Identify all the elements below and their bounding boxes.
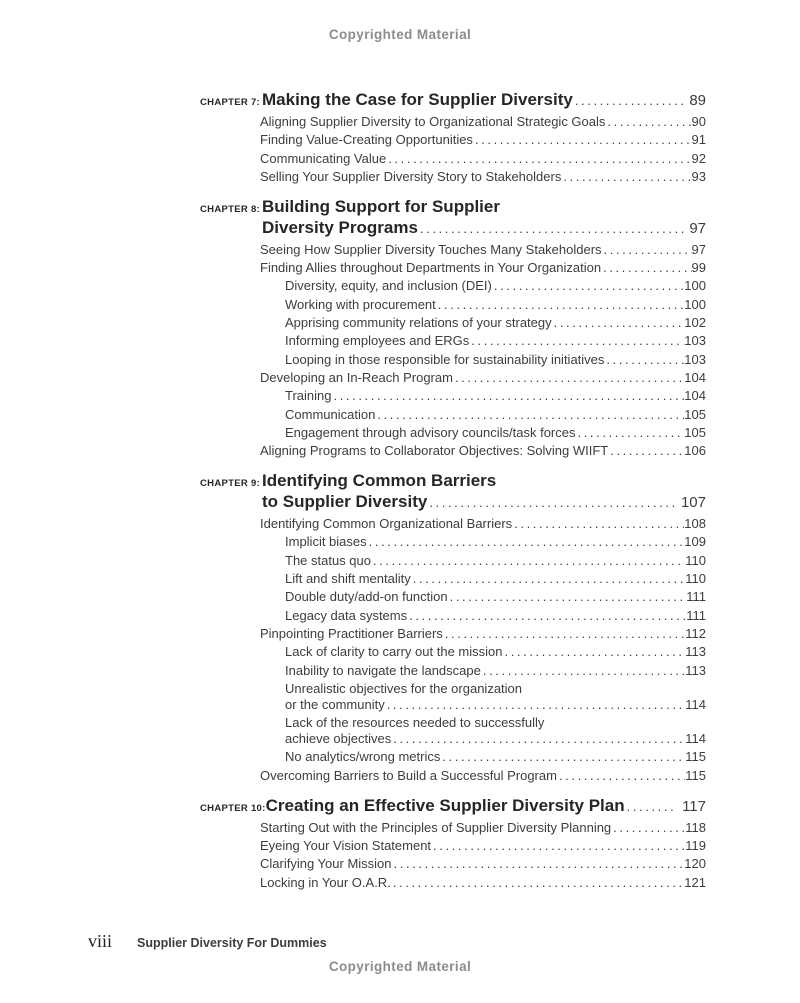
- toc-entry: [200, 132, 706, 148]
- dot-leader: [502, 644, 685, 660]
- toc-entry-page-number: 110: [685, 552, 706, 568]
- toc-entry: [200, 856, 706, 872]
- toc-entry: [200, 571, 706, 587]
- chapter-title-text: Making the Case for Supplier Diversity: [262, 90, 573, 109]
- toc-entry-text: Implicit biases: [285, 534, 367, 550]
- chapter-number-label: CHAPTER 9:: [200, 478, 261, 490]
- toc-entry-page-number: 92: [691, 150, 706, 166]
- toc-entry-page-number: 111: [686, 607, 706, 623]
- chapter-title-text: Diversity Programs: [262, 217, 418, 237]
- chapter-title-line: [262, 217, 706, 239]
- toc-entry-text: Aligning Supplier Diversity to Organizational Strategic Goals: [260, 114, 606, 129]
- toc-entry: [200, 315, 706, 331]
- toc-entry-text: Overcoming Barriers to Build a Successful Program: [260, 767, 557, 783]
- toc-entry-text: Identifying Common Organizational Barriers: [260, 516, 513, 532]
- dot-leader: [453, 370, 684, 386]
- top-copyright-notice: Copyrighted Material: [328, 27, 472, 42]
- toc-entry-page-number: 113: [685, 662, 706, 678]
- chapter-title-block: [262, 196, 706, 239]
- toc-entry-page-number: 93: [691, 168, 706, 184]
- dot-leader: [407, 608, 686, 624]
- toc-entry-text: Lift and shift mentality: [285, 571, 411, 587]
- toc-entry: [200, 681, 706, 713]
- toc-entry-text: Working with procurement: [285, 296, 436, 312]
- dot-leader: [391, 731, 685, 747]
- toc-entry-text: Inability to navigate the landscape: [285, 662, 481, 678]
- toc-entry: [200, 425, 706, 441]
- toc-entry-line: [285, 571, 706, 587]
- chapter-heading: [200, 89, 706, 111]
- page-footer: [88, 931, 327, 952]
- dot-leader: [427, 492, 676, 513]
- toc-entry-page-number: 97: [691, 241, 706, 257]
- toc-entry-page-number: 100: [684, 278, 706, 294]
- dot-leader: [605, 114, 691, 130]
- toc-entry-line: Unrealistic objectives for the organization: [285, 680, 523, 696]
- toc-entry-line: [260, 132, 706, 148]
- toc-entry: [200, 644, 706, 660]
- toc-entry-page-number: 104: [684, 369, 706, 385]
- dot-leader: [576, 425, 685, 441]
- dot-leader: [611, 820, 685, 836]
- footer-page-number: viii: [88, 931, 113, 951]
- chapter-heading: [200, 795, 706, 817]
- chapter-number-label: CHAPTER 8:: [200, 203, 261, 215]
- dot-leader: [481, 663, 685, 679]
- toc-entry-text: Finding Value-Creating Opportunities: [260, 132, 473, 148]
- toc-entry-line: [285, 644, 706, 660]
- toc-entry: [200, 875, 706, 891]
- toc-entry-page-number: 91: [691, 132, 706, 148]
- chapter-number-label: CHAPTER 10:: [200, 802, 266, 814]
- toc-entry-text: Communication: [285, 406, 376, 422]
- chapter-entries: [200, 516, 706, 784]
- chapter-title-line: Building Support for Supplier: [262, 196, 500, 216]
- toc-entry-line: [285, 608, 706, 624]
- chapter-page-number: 107: [680, 494, 706, 512]
- toc-entry-line: [285, 297, 706, 313]
- toc-entry-line: [260, 875, 706, 891]
- toc-entry: [200, 333, 706, 349]
- toc-entry-page-number: 103: [684, 333, 706, 349]
- chapter-page-number: 117: [682, 797, 706, 815]
- dot-leader: [492, 278, 684, 294]
- toc-entry: [200, 768, 706, 784]
- toc-entry-text: Training: [285, 388, 332, 404]
- dot-leader: [602, 242, 692, 258]
- toc-entry-page-number: 104: [684, 388, 706, 404]
- toc-entry: [200, 169, 706, 185]
- toc-entry-page-number: 110: [685, 571, 706, 587]
- bottom-copyright-notice: Copyrighted Material: [328, 959, 472, 974]
- chapter-title-text: to Supplier Diversity: [262, 492, 428, 512]
- toc-entry: [200, 715, 706, 747]
- dot-leader: [411, 571, 686, 587]
- dot-leader: [557, 768, 685, 784]
- dot-leader: [386, 151, 691, 167]
- toc-entry-line: [285, 553, 706, 569]
- toc-entry: [200, 114, 706, 130]
- chapter-title-block: [266, 795, 706, 817]
- dot-leader: [375, 407, 684, 423]
- chapter-title-line: [266, 795, 706, 817]
- toc-entry: [200, 297, 706, 313]
- chapter-heading: [200, 470, 706, 513]
- chapter-title-line: Identifying Common Barriers: [262, 471, 497, 491]
- toc-entry-page-number: 111: [686, 589, 706, 605]
- chapter-title-block: [262, 89, 706, 111]
- toc-entry-text: Finding Allies throughout Departments in Your Organization: [260, 260, 602, 276]
- dot-leader: [469, 333, 684, 349]
- toc-entry-line: [260, 370, 706, 386]
- dot-leader: [331, 388, 684, 404]
- toc-entry-text: Developing an In-Reach Program: [260, 369, 453, 385]
- toc-entry-page-number: 114: [685, 696, 706, 712]
- toc-entry-text: Selling Your Supplier Diversity Story to Stakeholders: [260, 168, 562, 184]
- toc-entry-page-number: 120: [684, 856, 706, 872]
- toc-entry-page-number: 113: [685, 644, 706, 660]
- chapter-entries: [200, 242, 706, 459]
- toc-entry-page-number: 102: [684, 315, 706, 331]
- toc-entry-page-number: 103: [684, 351, 706, 367]
- footer-book-title: Supplier Diversity For Dummies: [137, 936, 327, 950]
- toc-entry-text: Seeing How Supplier Diversity Touches Many Stakeholders: [260, 241, 602, 257]
- dot-leader: [573, 90, 685, 111]
- toc-entry-line: [285, 278, 706, 294]
- toc-entry-text: Apprising community relations of your strategy: [285, 315, 552, 331]
- toc-entry-text: Locking in Your O.A.R.: [260, 874, 391, 890]
- toc-entry: [200, 626, 706, 642]
- toc-entry-line: [285, 589, 706, 605]
- dot-leader: [392, 856, 685, 872]
- toc-entry-line: [260, 242, 706, 258]
- toc-entry-text: No analytics/wrong metrics: [285, 749, 441, 765]
- dot-leader: [601, 260, 691, 276]
- toc-entry: [200, 352, 706, 368]
- dot-leader: [371, 553, 685, 569]
- toc-entry: [200, 534, 706, 550]
- chapter-entries: [200, 820, 706, 891]
- chapter-number-label: CHAPTER 7:: [200, 97, 261, 108]
- dot-leader: [512, 516, 684, 532]
- chapter-title-line: [262, 491, 706, 513]
- toc-entry-text: Aligning Programs to Collaborator Objectives: Solving WIIFT: [260, 443, 609, 459]
- toc-entry: [200, 589, 706, 605]
- toc-entry-text: Starting Out with the Principles of Supplier Diversity Planning: [260, 819, 612, 835]
- dot-leader: [418, 218, 684, 239]
- toc-entry-line: [285, 731, 706, 747]
- dot-leader: [385, 697, 686, 713]
- toc-entry-page-number: 114: [685, 731, 706, 747]
- toc-entry-page-number: 112: [685, 625, 706, 641]
- toc-entry: [200, 516, 706, 532]
- toc-entry-page-number: 118: [685, 819, 706, 835]
- toc-entry: [200, 260, 706, 276]
- toc-entry: [200, 370, 706, 386]
- chapter-title-block: [262, 470, 706, 513]
- toc-entry-line: [285, 425, 706, 441]
- toc-entry-line: [285, 333, 706, 349]
- toc-entry: [200, 151, 706, 167]
- toc-entry-text: Pinpointing Practitioner Barriers: [260, 625, 443, 641]
- dot-leader: [436, 297, 685, 313]
- toc-entry-page-number: 121: [684, 874, 706, 890]
- toc-entry-text: Lack of clarity to carry out the mission: [285, 644, 503, 660]
- dot-leader: [625, 796, 677, 817]
- toc-entry-text: Diversity, equity, and inclusion (DEI): [285, 278, 492, 294]
- toc-entry-text: Clarifying Your Mission: [260, 856, 392, 872]
- toc-chapter: [200, 470, 706, 784]
- toc: [200, 89, 706, 893]
- chapter-title-text: Creating an Effective Supplier Diversity Plan: [265, 795, 625, 815]
- toc-chapter: [200, 196, 706, 459]
- toc-entry-line: [285, 388, 706, 404]
- toc-entry-line: Lack of the resources needed to successfully: [285, 715, 545, 731]
- toc-entry-text: achieve objectives: [285, 731, 392, 747]
- toc-entry-text: or the community: [285, 696, 385, 712]
- toc-entry: [200, 242, 706, 258]
- toc-entry: [200, 749, 706, 765]
- toc-entry: [200, 608, 706, 624]
- toc-chapter: [200, 795, 706, 891]
- toc-entry-text: Double duty/add-on function: [285, 589, 448, 605]
- dot-leader: [391, 875, 684, 891]
- toc-entry-text: Informing employees and ERGs: [285, 333, 470, 349]
- dot-leader: [604, 352, 684, 368]
- toc-entry-line: [260, 151, 706, 167]
- toc-entry-line: [260, 516, 706, 532]
- toc-entry-line: [260, 856, 706, 872]
- toc-entry-text: Legacy data systems: [285, 607, 408, 623]
- toc-entry-page-number: 108: [684, 516, 706, 532]
- toc-entry-line: [260, 260, 706, 276]
- toc-entry-line: [285, 663, 706, 679]
- dot-leader: [431, 838, 685, 854]
- toc-entry-text: Eyeing Your Vision Statement: [260, 838, 432, 854]
- toc-entry-page-number: 119: [685, 838, 706, 854]
- chapter-title-line: [262, 89, 706, 111]
- dot-leader: [552, 315, 685, 331]
- dot-leader: [561, 169, 691, 185]
- toc-entry-line: [285, 534, 706, 550]
- toc-entry: [200, 663, 706, 679]
- chapter-page-number: 89: [689, 92, 706, 109]
- dot-leader: [440, 749, 685, 765]
- chapter-entries: [200, 114, 706, 185]
- toc-entry: [200, 388, 706, 404]
- toc-entry-line: [260, 169, 706, 185]
- toc-entry-line: [285, 352, 706, 368]
- dot-leader: [608, 443, 684, 459]
- toc-entry-line: [260, 443, 706, 459]
- toc-entry-page-number: 109: [684, 534, 706, 550]
- toc-entry-page-number: 115: [685, 749, 706, 765]
- toc-entry-line: [285, 407, 706, 423]
- toc-entry-page-number: 106: [684, 443, 706, 459]
- chapter-page-number: 97: [689, 219, 706, 237]
- toc-entry-page-number: 105: [684, 406, 706, 422]
- toc-entry-line: [260, 820, 706, 836]
- toc-entry: [200, 443, 706, 459]
- dot-leader: [367, 534, 685, 550]
- toc-entry-line: [260, 838, 706, 854]
- toc-entry-page-number: 90: [691, 114, 706, 129]
- dot-leader: [443, 626, 685, 642]
- toc-entry: [200, 278, 706, 294]
- chapter-heading: [200, 196, 706, 239]
- toc-entry-text: The status quo: [285, 552, 371, 568]
- toc-entry-text: Looping in those responsible for sustainability initiatives: [285, 351, 605, 367]
- toc-entry-line: [285, 315, 706, 331]
- toc-chapter: [200, 89, 706, 185]
- toc-entry-text: Communicating Value: [260, 150, 387, 166]
- toc-entry-page-number: 100: [684, 296, 706, 312]
- toc-entry: [200, 820, 706, 836]
- toc-entry: [200, 553, 706, 569]
- toc-entry-line: [260, 114, 706, 130]
- toc-entry: [200, 838, 706, 854]
- toc-entry-page-number: 115: [685, 767, 706, 783]
- toc-entry-page-number: 99: [691, 260, 706, 276]
- toc-entry-line: [260, 768, 706, 784]
- toc-entry-text: Engagement through advisory councils/task forces: [285, 424, 576, 440]
- toc-entry-line: [285, 749, 706, 765]
- toc-entry-line: [260, 626, 706, 642]
- dot-leader: [473, 132, 692, 148]
- dot-leader: [448, 589, 687, 605]
- toc-entry: [200, 407, 706, 423]
- toc-entry-page-number: 105: [684, 424, 706, 440]
- toc-entry-line: [285, 697, 706, 713]
